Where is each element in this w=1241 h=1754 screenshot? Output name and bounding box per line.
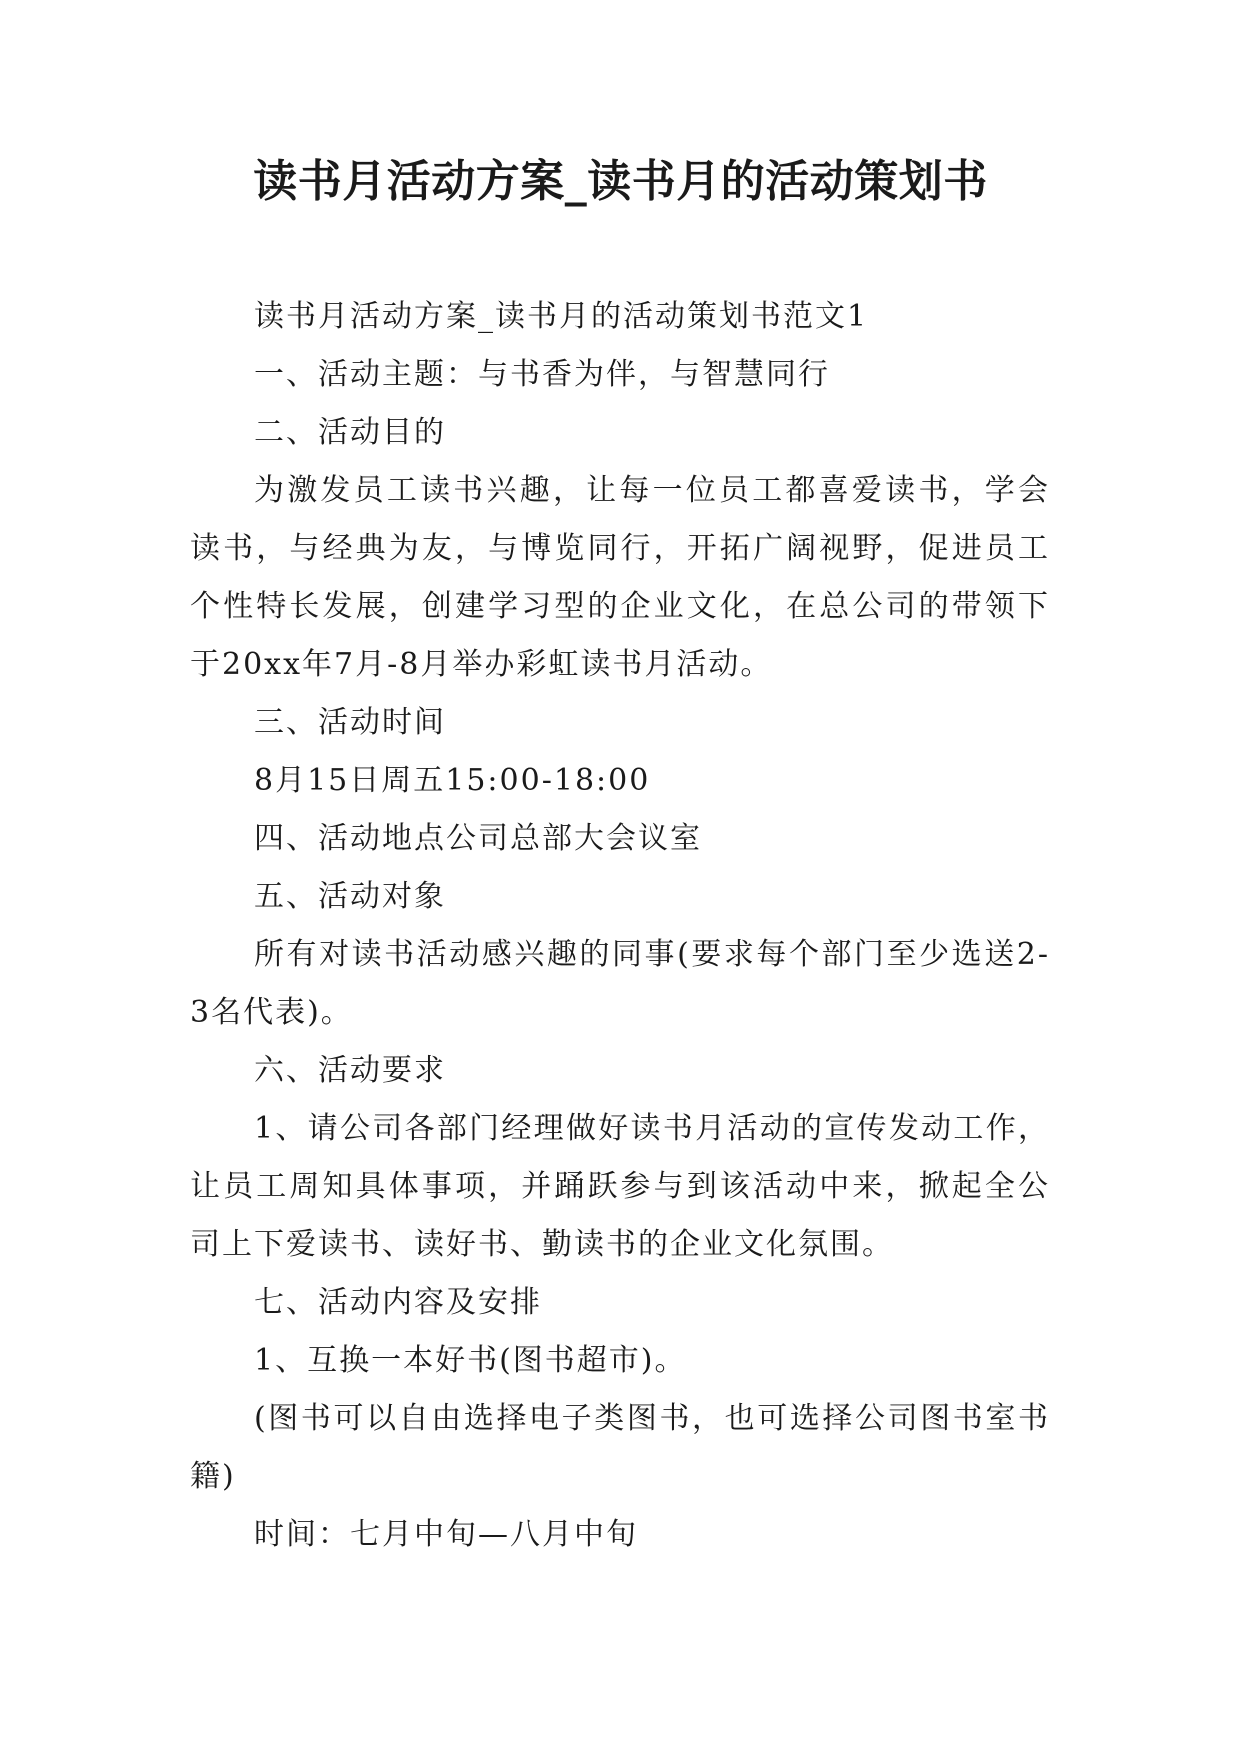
paragraph-audience-text: 所有对读书活动感兴趣的同事(要求每个部门至少选送2-3名代表)。 — [190, 937, 1050, 1030]
paragraph-content-time: 时间：七月中旬—八月中旬 — [254, 1517, 638, 1552]
document-title: 读书月活动方案_读书月的活动策划书 — [253, 156, 988, 207]
paragraph-purpose-heading: 二、活动目的 — [254, 415, 446, 450]
paragraph-requirements-text: 1、请公司各部门经理做好读书月活动的宣传发动工作，让员工周知具体事项，并踊跃参与到该活动中来，掀起全公司上下爱读书、读好书、勤读书的企业文化氛围。 — [190, 1111, 1050, 1262]
paragraph-theme: 一、活动主题：与书香为伴，与智慧同行 — [254, 357, 830, 392]
paragraph-content-heading: 七、活动内容及安排 — [254, 1285, 542, 1320]
document-body — [190, 288, 1050, 1564]
paragraph-purpose-text: 为激发员工读书兴趣，让每一位员工都喜爱读书，学会读书，与经典为友，与博览同行，开拓广阔视野，促进员工个性特长发展，创建学习型的企业文化，在总公司的带领下于20xx年7月-8月举办彩虹读书月活动。 — [190, 473, 1050, 682]
paragraph-time-text: 8月15日周五15:00-18:00 — [254, 763, 651, 798]
paragraph-content-note: (图书可以自由选择电子类图书，也可选择公司图书室书籍) — [190, 1401, 1050, 1494]
paragraph-location: 四、活动地点公司总部大会议室 — [254, 821, 702, 856]
paragraph-requirements-heading: 六、活动要求 — [254, 1053, 446, 1088]
paragraph-content-item-1: 1、互换一本好书(图书超市)。 — [254, 1343, 687, 1378]
paragraph-time-heading: 三、活动时间 — [254, 705, 446, 740]
paragraph-audience-heading: 五、活动对象 — [254, 879, 446, 914]
paragraph-heading-sample: 读书月活动方案_读书月的活动策划书范文1 — [254, 299, 869, 334]
